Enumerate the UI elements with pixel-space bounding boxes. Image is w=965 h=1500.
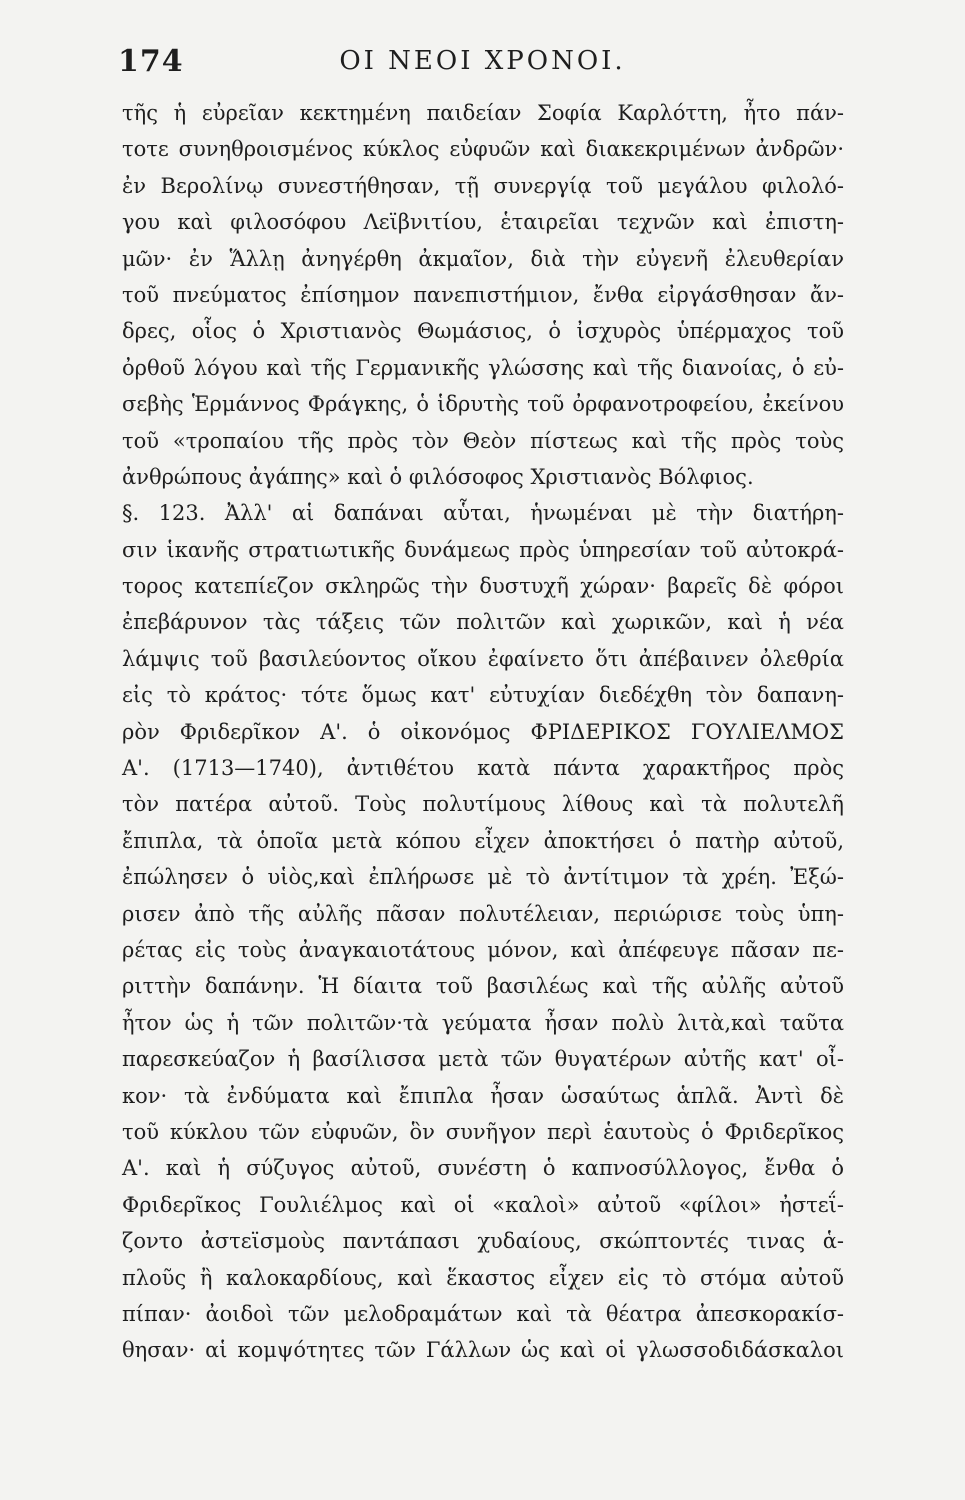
text-line: πλοῦς ἢ καλοκαρδίους, καὶ ἕκαστος εἶχεν εἰς τὸ στόμα αὐτοῦ bbox=[122, 1265, 844, 1290]
text-line: ρὸν Φριδερῖκον Α'. ὁ οἰκονόμος ΦΡΙΔΕΡΙΚΟΣ ΓΟΥΛΙΕΛΜΟΣ bbox=[122, 719, 844, 744]
text-line: θησαν· αἱ κομψότητες τῶν Γάλλων ὡς καὶ οἱ γλωσσοδιδάσκαλοι bbox=[122, 1338, 844, 1363]
text-line: ρισεν ἀπὸ τῆς αὐλῆς πᾶσαν πολυτέλειαν, περιώρισε τοὺς ὑπη- bbox=[122, 901, 844, 926]
page-header bbox=[0, 40, 965, 84]
text-line: ζοντο ἀστεϊσμοὺς παντάπασι χυδαίους, σκώπτοντές τινας ἁ- bbox=[122, 1229, 844, 1254]
text-line: ἐπεβάρυνον τὰς τάξεις τῶν πολιτῶν καὶ χωρικῶν, καὶ ἡ νέα bbox=[122, 610, 844, 635]
text-line: μῶν· ἐν Ἅλλῃ ἀνηγέρθη ἀκμαῖον, διὰ τὴν εὐγενῆ ἐλευθερίαν bbox=[122, 246, 844, 271]
text-line: Φριδερῖκος Γουλιέλμος καὶ οἱ «καλοὶ» αὐτοῦ «φίλοι» ἠστεΐ- bbox=[122, 1192, 844, 1217]
text-line: ἀνθρώπους ἀγάπης» καὶ ὁ φιλόσοφος Χριστιανὸς Βόλφιος. bbox=[122, 464, 754, 489]
running-title: ΟΙ ΝΕΟΙ ΧΡΟΝΟΙ. bbox=[339, 46, 626, 76]
text-line: ὀρθοῦ λόγου καὶ τῆς Γερμανικῆς γλώσσης καὶ τῆς διανοίας, ὁ εὐ- bbox=[122, 355, 844, 380]
text-line: ἐν Βερολίνῳ συνεστήθησαν, τῇ συνεργίᾳ τοῦ μεγάλου φιλολό- bbox=[122, 173, 844, 198]
text-line: δρες, οἷος ὁ Χριστιανὸς Θωμάσιος, ὁ ἰσχυρὸς ὑπέρμαχος τοῦ bbox=[122, 319, 844, 344]
text-line: σιν ἱκανῆς στρατιωτικῆς δυνάμεως πρὸς ὑπηρεσίαν τοῦ αὐτοκρά- bbox=[122, 537, 844, 562]
body-text bbox=[122, 95, 844, 1369]
text-line: ριττὴν δαπάνην. Ἡ δίαιτα τοῦ βασιλέως καὶ τῆς αὐλῆς αὐτοῦ bbox=[122, 974, 844, 999]
text-line: τορος κατεπίεζον σκληρῶς τὴν δυστυχῆ χώραν· βαρεῖς δὲ φόροι bbox=[122, 574, 844, 599]
text-line: τοῦ «τροπαίου τῆς πρὸς τὸν Θεὸν πίστεως καὶ τῆς πρὸς τοὺς bbox=[122, 428, 844, 453]
text-line: τοῦ πνεύματος ἐπίσημον πανεπιστήμιον, ἔνθα εἰργάσθησαν ἄν- bbox=[122, 282, 844, 307]
text-line: πίπαν· ἀοιδοὶ τῶν μελοδραμάτων καὶ τὰ θέατρα ἀπεσκορακίσ- bbox=[122, 1301, 844, 1326]
text-line: τοτε συνηθροισμένος κύκλος εὐφυῶν καὶ διακεκριμένων ἀνδρῶν· bbox=[122, 137, 844, 162]
text-line: γου καὶ φιλοσόφου Λεϊβνιτίου, ἑταιρεῖαι τεχνῶν καὶ ἐπιστη- bbox=[122, 210, 844, 235]
text-line: τῆς ἡ εὐρεῖαν κεκτημένη παιδείαν Σοφία Καρλόττη, ἦτο πάν- bbox=[122, 101, 844, 125]
text-line: ρέτας εἰς τοὺς ἀναγκαιοτάτους μόνον, καὶ ἀπέφευγε πᾶσαν πε- bbox=[122, 937, 844, 962]
text-line: εἰς τὸ κράτος· τότε ὅμως κατ' εὐτυχίαν διεδέχθη τὸν δαπανη- bbox=[122, 683, 844, 708]
text-line: ἔπιπλα, τὰ ὁποῖα μετὰ κόπου εἶχεν ἀποκτήσει ὁ πατὴρ αὐτοῦ, bbox=[122, 828, 844, 853]
text-line: κον· τὰ ἐνδύματα καὶ ἔπιπλα ἦσαν ὡσαύτως ἁπλᾶ. Ἀντὶ δὲ bbox=[122, 1083, 844, 1108]
page-number: 174 bbox=[118, 44, 184, 79]
text-line: Α'. (1713—1740), ἀντιθέτου κατὰ πάντα χαρακτῆρος πρὸς bbox=[122, 756, 844, 781]
text-line: ἦτον ὡς ἡ τῶν πολιτῶν·τὰ γεύματα ἦσαν πολὺ λιτὰ,καὶ ταῦτα bbox=[122, 1010, 844, 1035]
text-line: τοῦ κύκλου τῶν εὐφυῶν, ὃν συνῆγον περὶ ἑαυτοὺς ὁ Φριδερῖκος bbox=[122, 1119, 844, 1144]
text-line: Α'. καὶ ἡ σύζυγος αὐτοῦ, συνέστη ὁ καπνοσύλλογος, ἔνθα ὁ bbox=[122, 1156, 844, 1181]
text-line: παρεσκεύαζον ἡ βασίλισσα μετὰ τῶν θυγατέρων αὐτῆς κατ' οἶ- bbox=[122, 1047, 844, 1072]
text-line: ἐπώλησεν ὁ υἱὸς,καὶ ἐπλήρωσε μὲ τὸ ἀντίτιμον τὰ χρέη. Ἐξώ- bbox=[122, 865, 844, 890]
text-line: λάμψις τοῦ βασιλεύοντος οἴκου ἐφαίνετο ὅτι ἀπέβαινεν ὀλεθρία bbox=[122, 646, 844, 671]
text-line: σεβὴς Ἑρμάννος Φράγκης, ὁ ἱδρυτὴς τοῦ ὀρφανοτροφείου, ἐκείνου bbox=[122, 392, 844, 417]
text-line: τὸν πατέρα αὐτοῦ. Τοὺς πολυτίμους λίθους καὶ τὰ πολυτελῆ bbox=[122, 792, 844, 817]
text-line: §. 123. Ἀλλ' αἱ δαπάναι αὗται, ἡνωμέναι μὲ τὴν διατήρη- bbox=[122, 501, 844, 526]
